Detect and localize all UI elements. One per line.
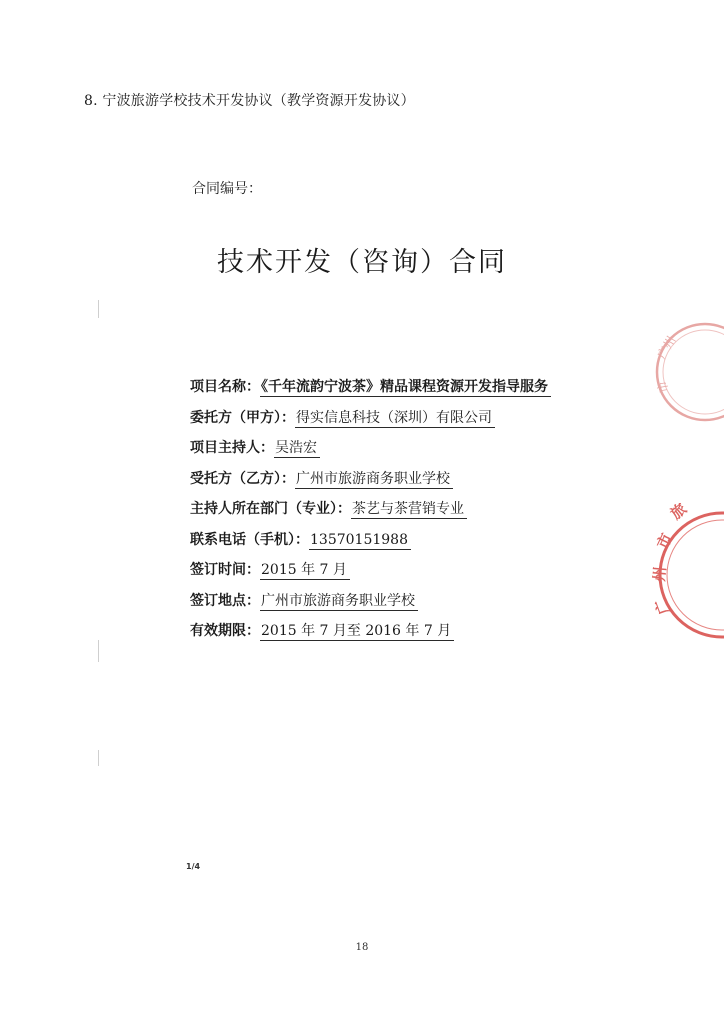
- field-value: 2015 年 7 月: [260, 562, 350, 580]
- field-label: 项目主持人：: [190, 440, 274, 456]
- field-project-name: [190, 372, 551, 403]
- field-validity: [190, 616, 551, 647]
- field-label: 有效期限：: [190, 623, 260, 639]
- field-sign-date: [190, 555, 551, 586]
- field-label: 签订地点：: [190, 592, 260, 609]
- svg-text:市: 市: [653, 530, 676, 552]
- svg-text:广州: 广州: [654, 333, 679, 362]
- field-value: 得实信息科技（深圳）有限公司: [295, 410, 495, 428]
- contract-fields: [190, 372, 551, 647]
- field-value: 广州市旅游商务职业学校: [260, 593, 418, 611]
- page-number: 18: [355, 942, 369, 953]
- scan-mark: [98, 750, 99, 766]
- field-label: 联系电话（手机）：: [190, 531, 309, 548]
- svg-text:广: 广: [651, 596, 674, 617]
- svg-text:市: 市: [655, 379, 671, 394]
- field-project-lead: [190, 433, 551, 464]
- field-department: [190, 494, 551, 525]
- contract-number-label: 合同编号：: [192, 181, 262, 197]
- field-value: 2015 年 7 月至 2016 年 7 月: [260, 623, 454, 641]
- field-label: 委托方（甲方）：: [190, 409, 295, 426]
- contract-title: 技术开发（咨询）合同: [217, 247, 507, 278]
- scan-mark: [98, 640, 99, 662]
- section-heading: 8. 宁波旅游学校技术开发协议（教学资源开发协议）: [84, 93, 415, 109]
- field-value: 《千年流韵宁波茶》精品课程资源开发指导服务: [260, 379, 551, 397]
- field-value: 广州市旅游商务职业学校: [295, 471, 453, 489]
- field-contractor: [190, 464, 551, 495]
- field-client: [190, 403, 551, 434]
- seal-bottom-stamp: [650, 500, 724, 637]
- field-sign-place: [190, 586, 551, 617]
- field-label: 受托方（乙方）：: [190, 470, 295, 487]
- field-label: 项目名称：: [190, 379, 260, 395]
- page-fraction: 1/4: [186, 862, 201, 871]
- field-label: 签订时间：: [190, 562, 260, 578]
- field-value: 吴浩宏: [274, 440, 320, 458]
- field-label: 主持人所在部门（专业）：: [190, 501, 351, 517]
- svg-text:州: 州: [650, 565, 670, 583]
- field-value: 13570151988: [309, 532, 411, 550]
- seal-top-stamp: [654, 324, 724, 420]
- field-phone: [190, 525, 551, 556]
- scan-mark: [98, 300, 99, 318]
- field-value: 茶艺与茶营销专业: [351, 501, 467, 519]
- svg-text:旅: 旅: [667, 499, 691, 524]
